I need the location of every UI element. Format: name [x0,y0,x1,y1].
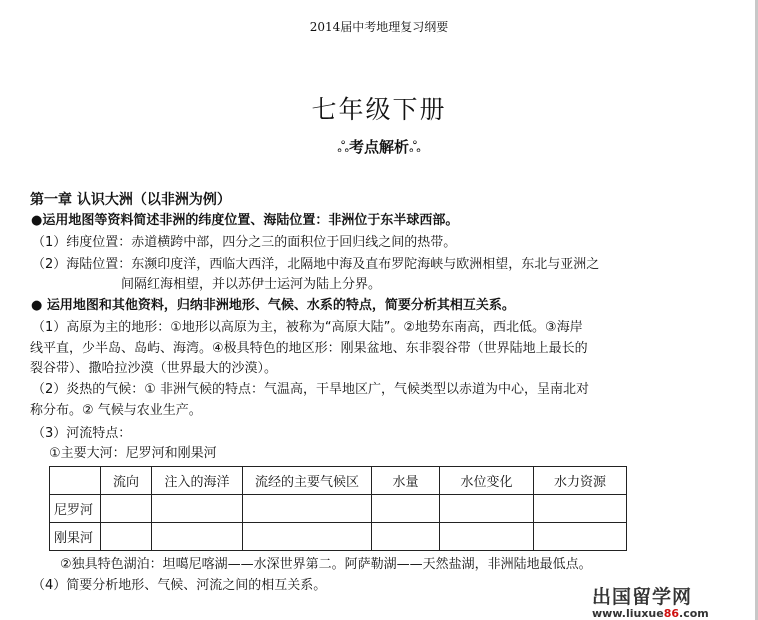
table-cell[interactable] [534,495,627,523]
river-heading: （3）河流特点： [32,426,132,441]
table-cell[interactable] [152,495,243,523]
section-subtitle [0,136,758,158]
table-header-row [50,467,627,495]
page-title: 七年级下册 [311,95,447,124]
major-rivers: ①主要大河：尼罗河和刚果河 [49,446,217,461]
terrain-line-3: 裂谷带）、撒哈拉沙漠（世界最大的沙漠）。 [30,361,278,376]
row-label-congo: 刚果河 [50,523,101,551]
table-cell[interactable] [372,495,440,523]
bullet-point-1: ●运用地图等资料简述非洲的纬度位置、海陆位置：非洲位于东半球西部。 [31,213,459,228]
table-cell[interactable] [372,523,440,551]
header-ocean: 注入的海洋 [152,467,243,495]
bullet-point-2: ● 运用地图和其他资料，归纳非洲地形、气候、水系的特点，简要分析其相互关系。 [31,298,515,313]
latitude-position: （1）纬度位置：赤道横跨中部，四分之三的面积位于回归线之间的热带。 [32,235,457,250]
table-row [50,523,627,551]
river-table [49,466,627,551]
terrain-line-2: 线平直，少半岛、岛屿、海湾。④极具特色的地区形：刚果盆地、东非裂谷带（世界陆地上最长的 [30,341,588,356]
ornament-right-icon: ஃ [409,138,421,156]
ornament-left-icon: ஃ [337,138,349,156]
row-label-nile: 尼罗河 [50,495,101,523]
sea-land-position: （2）海陆位置：东濒印度洋，西临大西洋，北隔地中海及直布罗陀海峡与欧洲相望，东北与亚洲之 [32,257,600,272]
sea-land-position-cont: 间隔红海相望，并以苏伊士运河为陆上分界。 [121,277,382,292]
header-water-level: 水位变化 [440,467,534,495]
watermark-url: www.liuxue86.com [592,607,709,620]
table-cell[interactable] [534,523,627,551]
site-watermark [592,582,709,620]
table-corner-cell [50,467,101,495]
table-cell[interactable] [243,523,372,551]
table-cell[interactable] [101,495,152,523]
header-flow-direction: 流向 [101,467,152,495]
table-cell[interactable] [243,495,372,523]
table-cell[interactable] [101,523,152,551]
table-row [50,495,627,523]
header-water-volume: 水量 [372,467,440,495]
watermark-cn: 出国留学网 [592,586,693,608]
page-header: 2014届中考地理复习纲要 [309,20,449,34]
header-hydropower: 水力资源 [534,467,627,495]
chapter-heading: 第一章 认识大洲（以非洲为例） [30,192,231,208]
header-climate-zone: 流经的主要气候区 [243,467,372,495]
lakes-line: ②独具特色湖泊：坦噶尼喀湖——水深世界第二。阿萨勒湖——天然盐湖，非洲陆地最低点。 [60,557,592,572]
subtitle-text: 考点解析 [348,138,409,156]
table-cell[interactable] [440,523,534,551]
climate-line-2: 称分布。② 气候与农业生产。 [30,403,202,418]
relationship-line: （4）简要分析地形、气候、河流之间的相互关系。 [32,578,327,593]
terrain-line-1: （1）高原为主的地形：①地形以高原为主，被称为“高原大陆”。②地势东南高，西北低。③海岸 [32,320,583,335]
climate-line-1: （2）炎热的气候：① 非洲气候的特点：气温高，干旱地区广，气候类型以赤道为中心，呈南北对 [32,382,590,397]
table-cell[interactable] [152,523,243,551]
table-cell[interactable] [440,495,534,523]
